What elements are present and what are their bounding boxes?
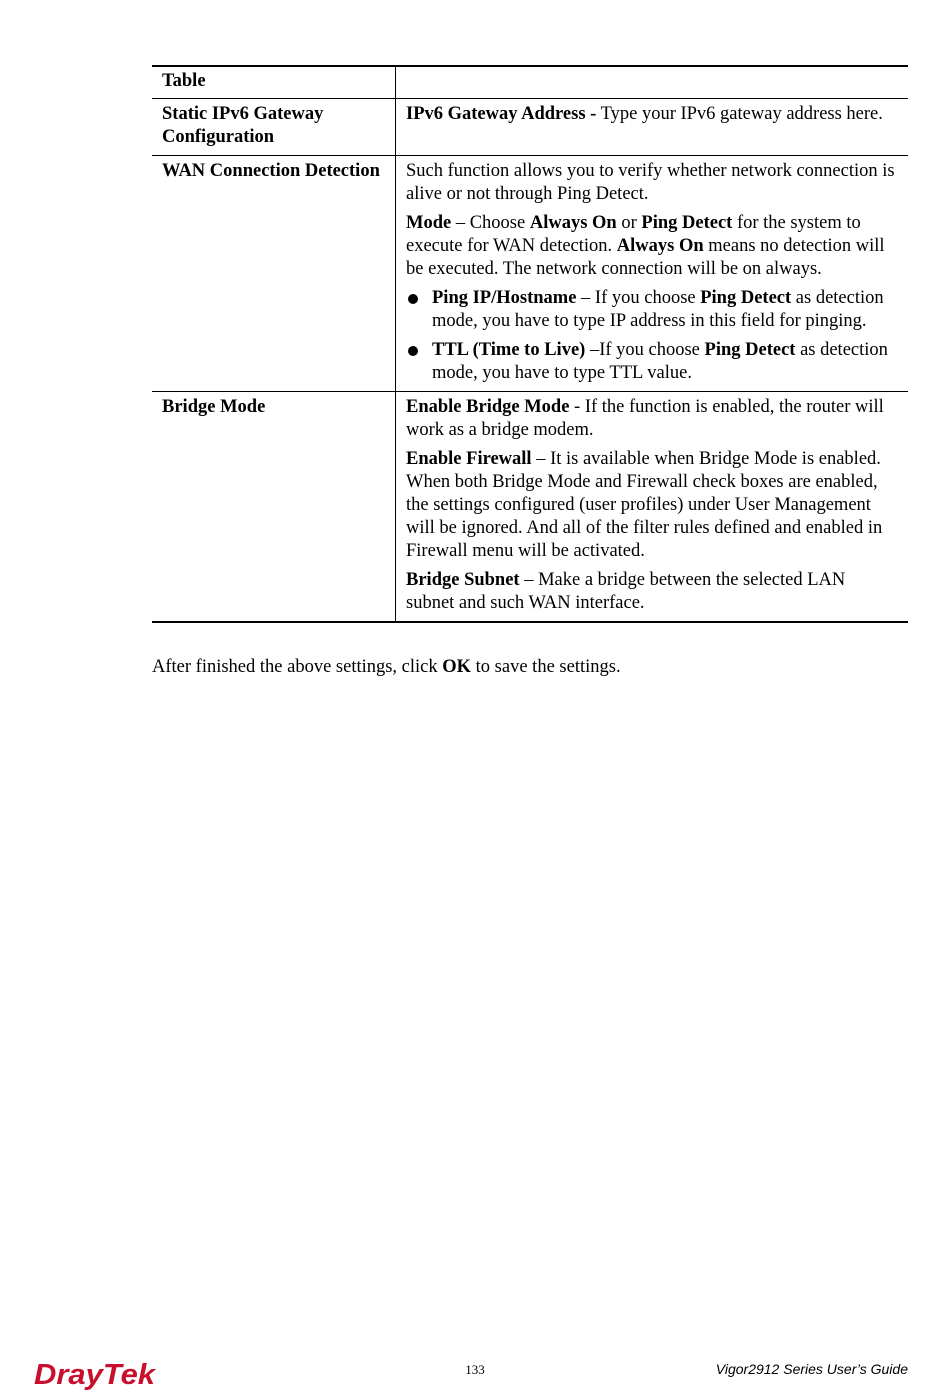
table-row-static-ipv6-gateway: [152, 99, 908, 156]
table-row-bridge-mode: [152, 392, 908, 623]
table-header-label: Table: [152, 66, 396, 99]
text: - If the function is enabled, the router will work as a bridge modem.: [406, 397, 884, 440]
text: –If you choose: [585, 340, 705, 360]
description-paragraph: [406, 448, 898, 563]
term: Always On: [529, 213, 617, 233]
settings-table: [152, 65, 908, 623]
row-description: [396, 99, 909, 156]
bullet-item: [406, 339, 898, 385]
table-header-empty-cell: [396, 66, 909, 99]
description-paragraph: [406, 212, 898, 281]
term: Enable Bridge Mode: [406, 397, 570, 417]
term: Ping IP/Hostname: [432, 288, 577, 308]
description-paragraph: [406, 160, 898, 206]
term: Mode: [406, 213, 452, 233]
bullet-dot-icon: [408, 294, 418, 304]
term: Bridge Subnet: [406, 570, 520, 590]
text: means no detection will be executed. The network connection will be on always.: [406, 236, 885, 279]
text: for the system to execute for WAN detection.: [406, 213, 861, 256]
table-row-wan-connection-detection: [152, 156, 908, 392]
after-settings-note: [152, 656, 621, 679]
term: TTL (Time to Live): [432, 340, 586, 360]
description-paragraph: [406, 103, 898, 126]
term: Always On: [616, 236, 704, 256]
description-paragraph: [406, 569, 898, 615]
table-header-row: [152, 66, 908, 99]
row-label: Bridge Mode: [152, 392, 396, 623]
text: or: [616, 213, 642, 233]
text: – It is available when Bridge Mode is enabled. When both Bridge Mode and Firewall check boxes are enabled, the settings configured (user profiles) under User Management will be ignored. And all of the filter rules defined and enabled in Firewall menu will be activated.: [406, 449, 883, 561]
text: as detection mode, you have to type IP address in this field for pinging.: [432, 288, 884, 331]
text: as detection mode, you have to type TTL value.: [432, 340, 888, 383]
term: Ping Detect: [641, 213, 733, 233]
bullet-item: [406, 287, 898, 333]
row-description: [396, 156, 909, 392]
text: – Choose: [451, 213, 530, 233]
description-paragraph: [406, 396, 898, 442]
page-number: 133: [465, 1362, 485, 1377]
text: – Make a bridge between the selected LAN subnet and such WAN interface.: [406, 570, 846, 613]
text: After finished the above settings, click: [152, 657, 443, 677]
text: Type your IPv6 gateway address here.: [596, 104, 883, 124]
term: Ping Detect: [704, 340, 796, 360]
term: IPv6 Gateway Address -: [406, 104, 597, 124]
row-label: Static IPv6 Gateway Configuration: [152, 99, 396, 156]
term: Ping Detect: [700, 288, 792, 308]
draytek-logo: [33, 1357, 157, 1391]
logo-text: DrayTek: [34, 1359, 157, 1391]
text: to save the settings.: [471, 657, 621, 677]
bullet-dot-icon: [408, 346, 418, 356]
text: – If you choose: [576, 288, 701, 308]
ok-term: OK: [442, 657, 472, 677]
row-label: WAN Connection Detection: [152, 156, 396, 392]
text: Such function allows you to verify whether network connection is alive or not through Ping Detect.: [406, 161, 895, 204]
row-description: [396, 392, 909, 623]
guide-title: Vigor2912 Series User’s Guide: [715, 1361, 908, 1377]
term: Enable Firewall: [406, 449, 532, 469]
